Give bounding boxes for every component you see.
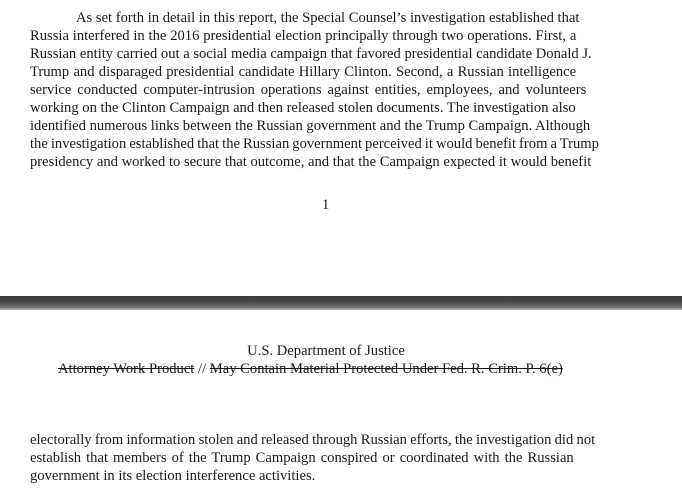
page-break-divider	[0, 296, 682, 310]
work-product-label: Attorney Work Product	[58, 361, 195, 377]
body-line-9: presidency and worked to secure that outcome, and that the Campaign expected it would benefit	[30, 154, 592, 170]
body-line-5: service conducted computer-intrusion operations against entities, employees, and volunteers	[30, 82, 587, 98]
page2-line-3: government in its election interference activities.	[30, 468, 316, 484]
page-number: 1	[322, 197, 330, 213]
privilege-notice	[58, 361, 563, 378]
grand-jury-notice: May Contain Material Protected Under Fed. R. Crim. P. 6(e)	[209, 361, 563, 377]
department-header: U.S. Department of Justice	[247, 343, 405, 359]
body-line-1: As set forth in detail in this report, the Special Counsel’s investigation established that	[76, 10, 580, 26]
body-line-2: Russia interfered in the 2016 presidential election principally through two operations. First, a	[30, 28, 577, 44]
page2-line-2: establish that members of the Trump Campaign conspired or coordinated with the Russian	[30, 450, 574, 466]
body-line-8: the investigation established that the Russian government perceived it would benefit from a Trump	[30, 136, 599, 152]
body-line-7: identified numerous links between the Russian government and the Trump Campaign. Although	[30, 118, 591, 134]
body-line-3: Russian entity carried out a social media campaign that favored presidential candidate Donald J.	[30, 46, 592, 62]
body-line-6: working on the Clinton Campaign and then released stolen documents. The investigation also	[30, 100, 576, 116]
page2-line-1: electorally from information stolen and released through Russian efforts, the investigation did not	[30, 432, 596, 448]
notice-separator: //	[194, 361, 210, 377]
body-line-4: Trump and disparaged presidential candidate Hillary Clinton. Second, a Russian intelligence	[30, 64, 577, 80]
